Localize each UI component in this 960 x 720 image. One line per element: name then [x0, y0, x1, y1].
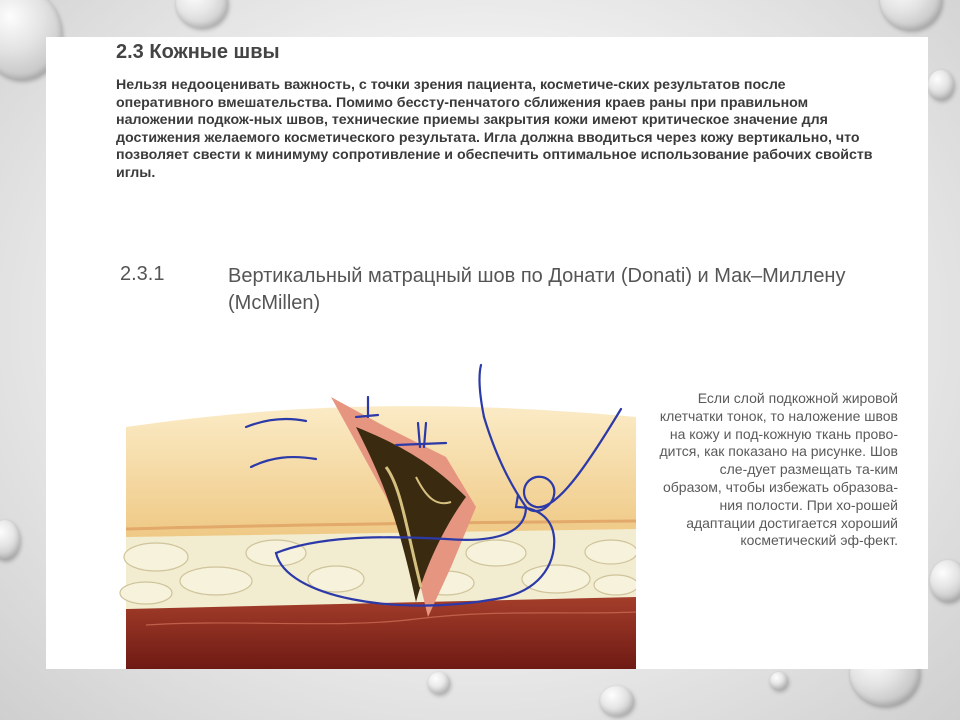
subsection-number: 2.3.1	[120, 263, 165, 285]
water-drop	[928, 70, 954, 100]
subsection-title: Вертикальный матрацный шов по Донати (Donati) и Мак–Миллену (McMillen)	[228, 265, 846, 314]
water-drop	[770, 672, 788, 690]
suture-illustration	[116, 357, 636, 669]
water-drop	[0, 520, 20, 560]
intro-paragraph: Нельзя недооценивать важность, с точки зрения пациента, косметиче-ских результатов после оперативного вмешательства. Помимо бессту-пенчатого сближения краев раны при правильном наложении подкож-ных швов, технические приемы закрытия кожи имеют критическое значение для достижения желаемого косметического результата. Игла должна вводиться через кожу вертикально, что позволяет свести к минимуму сопротивление и обеспечить оптимальное использование рабочих свойств иглы.	[116, 77, 873, 181]
section-heading: 2.3 Кожные швы	[116, 41, 280, 63]
water-drop	[930, 560, 960, 602]
water-drop	[880, 0, 942, 30]
water-drop	[176, 0, 228, 28]
water-drop	[428, 672, 450, 694]
figure-caption: Если слой подкожной жировой клетчатки тонок, то наложение швов на кожу и под-кожную ткань прово-дится, как показано на рисунке. Шов сле-дует размещать та-ким образом, чтобы избежать образова-ния полости. При хо-рошей адаптации достигается хороший косметический эф-фект.	[659, 390, 898, 549]
slide-page	[46, 37, 928, 669]
water-drop	[600, 686, 634, 716]
